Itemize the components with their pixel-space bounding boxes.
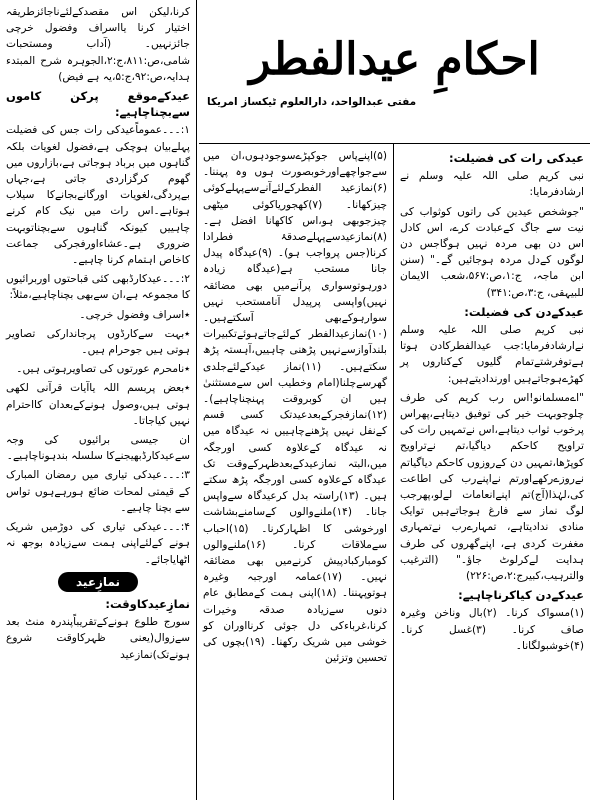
heading-prayer-time: نمازِعیدکاوقت: (105, 596, 190, 611)
heading-eid-actions: عیدکےدن کیاکرناچاہیے: (458, 588, 584, 603)
list-item: ٭اسراف وفضول خرچی۔ (79, 308, 190, 321)
section-badge-wrap (6, 572, 190, 592)
paragraph: (۱)مسواک کرنا۔ (۲)بال وناخن وغیرہ صاف کرنا۔ (۳)غسل کرنا۔ (۴)خوشبولگانا۔ (400, 607, 584, 652)
heading-things-to-avoid: عیدکےموقع پرکن کاموں سےبچناچاہیے: (6, 89, 190, 120)
article-byline: مفتی عبدالواحد، دارالعلوم ٹیکساز امریکا (207, 96, 417, 108)
article-header (199, 0, 590, 144)
hadith-quote: "جوشخص عیدین کی راتوں کوثواب کی نیت سے جاگ کےعبادت کرے، اس کادل اس دن بھی مردہ نہیں ہوگاجس دن لوگوں کےدل مردہ ہوجائیں گے۔" (سنن ابن ماجہ، ج:۱،ص:۵۶۷،شعب الایمان للبیہقی، ج:۳،ص:۳۴۱) (400, 205, 584, 299)
right-column (394, 144, 590, 800)
paragraph: نبی کریم صلی اللہ علیہ وسلم نےارشادفرمایا:جب عیدالفطرکادن ہوتا ہےتوفرشتےتمام گلیوں کےکناروں پر کھڑےہوجاتےہیں اورندادیتےہیں: (400, 324, 584, 385)
paragraph: ۲:۔۔۔عیدکارڈبھی کئی قباحتوں اوربرائیوں کا مجموعہ ہے،ان سےبھی بچناچاہیے،مثلاً: (6, 273, 190, 302)
heading-eid-day: عیدکےدن کی فضیلت: (464, 304, 584, 319)
column-divider (393, 144, 394, 800)
left-column (0, 0, 196, 800)
paragraph: ۳:۔۔۔عیدکی تیاری میں رمضان المبارک کے قیمتی لمحات ضائع ہورہےہوں تواس سے بچنا چاہیے۔ (6, 469, 190, 514)
list-item: ٭بہت سےکارڈوں پرجاندارکی تصاویر ہوتی ہیں جوحرام ہیں۔ (6, 327, 190, 357)
list-item: ٭نامحرم عورتوں کی تصاویرہوتی ہیں۔ (16, 363, 190, 376)
article-title: احکامِ عیدالفطر (249, 34, 540, 85)
paragraph: ۴:۔۔۔عیدکی تیاری کی دوڑمیں شریک ہونے کےلئےاپنی ہمت سےزیادہ بوجھ نہ اٹھایاجائے۔ (6, 521, 190, 566)
paragraph: سورج طلوع ہونےکےتقریباًپندرہ منٹ بعد سےزوال(یعنی ظہرکاوقت شروع ہونےتک)نمازعید (6, 616, 190, 661)
column-divider (196, 0, 197, 800)
paragraph: کرنا،لیکن اس مقصدکےلئےناجائزطریقہ اختیار کرنا یااسراف وفضول خرچی جائزنہیں۔ (آداب ومستحبات شامی،ص:۸۱۱،ج:۲،الجوہرہ شرح المبتدء ہدایہ،ص:۹۲،ج:۵،یہ ہے فیض) (6, 6, 190, 83)
paragraph: ان جیسی برائیوں کی وجہ سےعیدکارڈبھیجنےکا سلسلہ بندہوناچاہیے۔ (6, 434, 190, 463)
list-item: ٭بعض پربسم اللہ یاآیات قرآنی لکھی ہوتی ہیں،وصول ہونےکےبعدان کااحترام نہیں کیاجاتا۔ (6, 382, 190, 427)
paragraph: ۱:۔۔۔عموماًعیدکی رات جس کی فضیلت پہلےبیان ہوچکی ہے،فضول لغویات بلکہ گناہوں میں برباد ہوجاتی ہے،بازاروں میں گھوم کرگزاردی جاتی ہے،جہاں بےپردگی،لغویات اورگانےبجانےکا سیلاب ہوتاہے۔اس رات میں نیک کام کرنے چاہییں کیونکہ گناہوں سےبچناتوبہت ضروری ہے۔عشاءاورفجرکی جماعت کاخاص اہتمام کرنا چاہیے۔ (6, 124, 190, 267)
hadith-quote: "اےمسلمانو!اس رب کریم کی طرف چلوجوبہت خیر کی توفیق دیتاہے،پھراس پرخوب ثواب دیتاہے،اس نےتمہیں رات کی تراویح کاحکم دیاگیا،تم نےتراویح کوپڑھا،تمہیں دن کےروزوں کاحکم دیاگیاتم نےروزےرکھےاورتم نےاپنےرب کی اطاعت کی،لہٰذا(آج)تم اپنےانعامات لےلو،پھرجب لوگ نماز سے فارغ ہوجاتےہیں توایک منادی ندادیتاہے، تمہارےرب نےتمہاری مغفرت کردی ہے، اپنےگھروں کی طرف ہدایت لےکرلوٹ جاؤ۔" (الترغیب والترہیب،کبیرج:۲،ص:۲۲۶) (400, 391, 584, 583)
heading-eid-night: عیدکی رات کی فضیلت: (449, 151, 584, 165)
middle-column (197, 144, 393, 800)
paragraph: (۵)اپنےپاس جوکپڑےسوجودہوں،ان میں سےجواچھےاورخوبصورت ہوں وہ پہننا۔ (۶)نمازعید الفطرکےلئےآنےسےپہلےکوئی چیزکھانا۔ (۷)کھجوریاکوئی میٹھی چیزجوبھی ہو،اس کاکھانا افضل ہے۔ (۸)نمازعیدسےپہلےصدقۂ فطرادا کرنا(جس پرواجب ہو)۔ (۹)عیدگاہ پیدل جانا مستحب ہے(عیدگاہ زیادہ دورہوتوسواری پرآنےمیں بھی مضائقہ نہیں)واپسی پرپیدل آنامستحب نہیں سوارہوکےبھی آسکتےہیں۔ (۱۰)نمازعیدالفطر کےلئےجاتےہوئےتکبیرات بلندآوازسےنہیں پڑھنی چاہییں،آہستہ پڑھ سکتےہیں۔ (۱۱)نماز عیدکےلئےجلدی گھرسےچلنا(امام وخطیب اس سےمستثنیٰ ہیں ان کوبروقت پہنچناچاہیے)۔ (۱۲)نمازفجرکےبعدعیدتک کسی قسم کےنفل نہیں پڑھنےچاہییں نہ عیدگاہ میں نہ عیدگاہ کےعلاوہ کسی اورجگہ میں،البتہ نمازعیدکےبعدظہرکےوقت تک عیدگاہ کےعلاوہ کسی اورجگہ پڑھ سکتے ہیں۔ (۱۳)راستہ بدل کرعیدگاہ سےواپس جانا۔ (۱۴)ملنےوالوں کےسامنےبشاشت اورخوشی کا اظہارکرنا۔ (۱۵)احباب سےملاقات کرنا۔ (۱۶)ملنےوالوں کومبارکبادپیش کرنےمیں بھی مضائقہ نہیں۔ (۱۷)عمامہ اورجبہ وغیرہ ہوتوپہننا۔ (۱۸)اپنی ہمت کےمطابق عام دنوں سےزیادہ صدقہ وخیرات کرنا،غرباءکی دل جوئی کرنااوران کو خوشی میں شریک رکھنا۔ (۱۹)بچوں کی تحسین وتزئین (203, 150, 387, 665)
section-badge-eid-prayer: نمازِعید (58, 572, 138, 592)
paragraph: نبی کریم صلی اللہ علیہ وسلم نے ارشادفرمایا: (400, 170, 584, 199)
